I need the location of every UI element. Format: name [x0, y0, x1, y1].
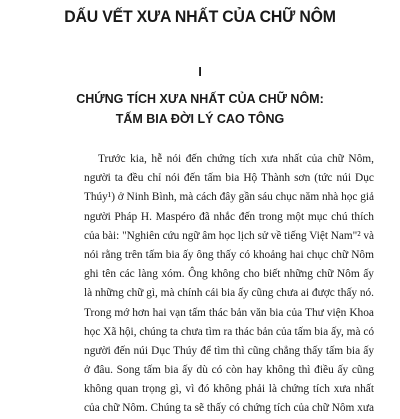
body-line: ghi tên các làng xóm. Ông không cho biết những chữ Nôm ấy — [84, 268, 374, 281]
body-line: người Pháp H. Maspéro đã nhắc đến trong một mục chú thích — [84, 210, 374, 223]
page-title: DẤU VẾT XƯA NHẤT CỦA CHỮ NÔM — [64, 8, 336, 26]
body-line: không quan trọng gì, vì đó không phải là chứng tích xưa nhất — [84, 383, 374, 396]
body-line: Thúy¹) ở Ninh Bình, mà cách đây gần sáu chục năm nhà học giả — [84, 191, 374, 204]
body-line: là những chữ gì, mà chính cái bia ấy cũng chưa ai được thấy nó. — [84, 287, 374, 300]
body-line: học Xã hội, chúng ta chưa tìm ra thác bản của tấm bia ấy, mà có — [84, 325, 375, 338]
section-subtitle-line-1: CHỨNG TÍCH XƯA NHẤT CỦA CHỮ NÔM: — [76, 92, 324, 106]
body-line: người đến núi Dục Thúy để tìm thì cũng chẳng thấy tấm bia ấy — [84, 344, 375, 357]
body-line: của chữ Nôm. Chúng ta sẽ thấy có chứng tích của chữ Nôm xưa — [84, 402, 375, 415]
section-subtitle-line-2: TẤM BIA ĐỜI LÝ CAO TÔNG — [115, 112, 285, 126]
body-line: nói rằng trên tấm bia ấy ông thấy có khoảng hai chục chữ Nôm — [84, 248, 374, 261]
section-numeral: I — [198, 64, 202, 79]
body-line: Trong mớ hơn hai vạn tấm thác bản văn bia của Thư viện Khoa — [84, 306, 374, 319]
body-paragraph — [84, 150, 374, 419]
body-line: của bài: "Nghiên cứu ngữ âm học lịch sử về tiếng Việt Nam"² và — [84, 229, 374, 242]
body-line: Trước kia, hễ nói đến chứng tích xưa nhất của chữ Nôm, — [98, 153, 374, 165]
body-line: người ta đều chỉ nói đến tấm bia Hộ Thành sơn (tức núi Dục — [84, 172, 374, 185]
body-line: ở đâu. Song tấm bia ấy dù có còn hay không thì điều ấy cũng — [84, 364, 375, 377]
